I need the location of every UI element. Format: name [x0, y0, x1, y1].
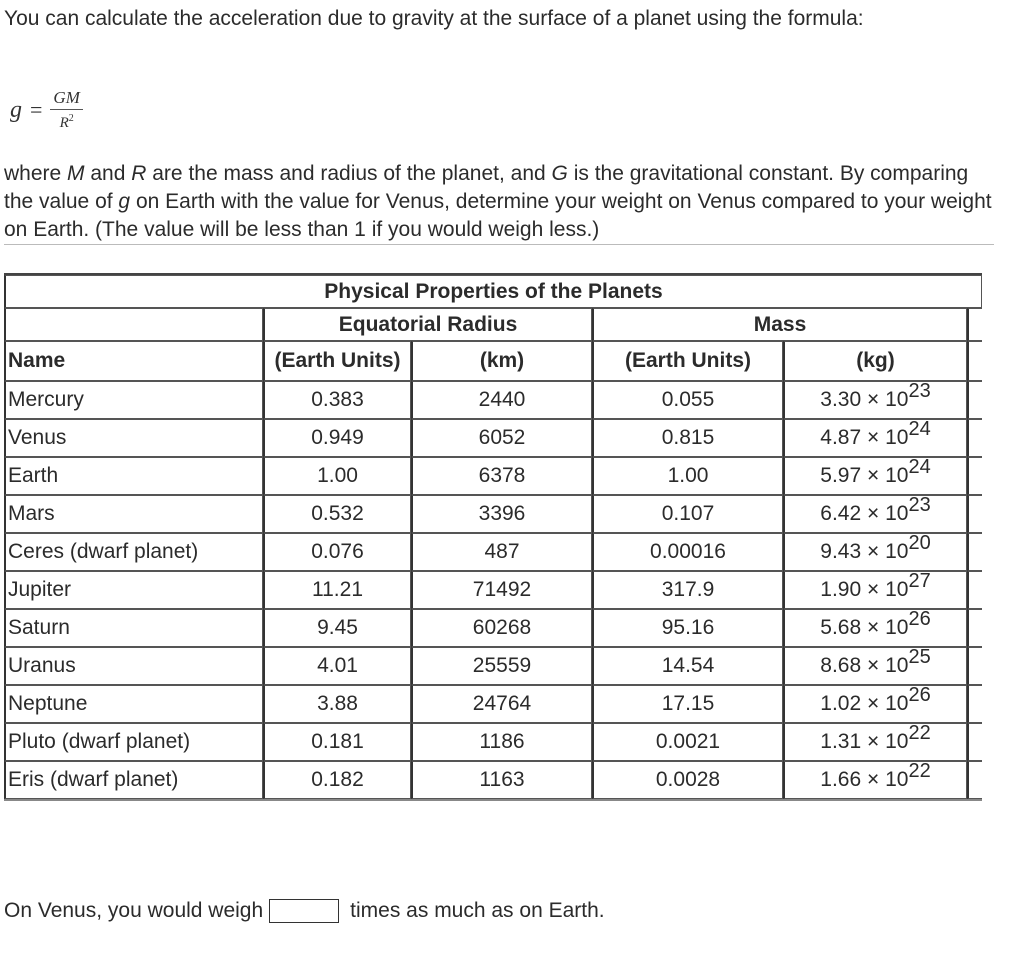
table-edge [967, 533, 982, 571]
planet-name: Earth [4, 457, 263, 495]
table-row [4, 761, 982, 799]
mass-kg-exponent: 26 [908, 608, 931, 630]
radius-km: 6378 [411, 457, 592, 495]
radius-earth-units: 0.383 [263, 381, 411, 419]
answer-line [4, 897, 605, 925]
mass-kg-times: × [867, 540, 880, 563]
mass-kg-base: 1.31 [820, 730, 862, 753]
desc-part: where [4, 162, 68, 185]
mass-earth-units: 0.0021 [592, 723, 783, 761]
table-edge [967, 419, 982, 457]
planet-name: Pluto (dwarf planet) [4, 723, 263, 761]
mass-kg-ten: 10 [885, 426, 909, 449]
mass-kg-base: 6.42 [820, 502, 862, 525]
mass-kg-value [820, 684, 931, 715]
radius-km: 1186 [411, 723, 592, 761]
mass-kg-exponent: 22 [908, 760, 931, 782]
header-radius-earth-units: (Earth Units) [263, 341, 411, 381]
mass-kg-base: 1.90 [820, 578, 862, 601]
header-mass-earth-units: (Earth Units) [592, 341, 783, 381]
mass-kg-value [820, 380, 931, 411]
formula-fraction [50, 88, 82, 132]
table-row [4, 533, 982, 571]
mass-kg-times: × [867, 768, 880, 791]
desc-part: and [84, 162, 132, 185]
mass-kg-exponent: 20 [908, 532, 931, 554]
mass-kg [783, 533, 967, 571]
mass-kg-ten: 10 [885, 730, 909, 753]
answer-prefix: On Venus, you would weigh [4, 899, 264, 922]
mass-kg-base: 1.66 [820, 768, 862, 791]
mass-kg-exponent: 24 [908, 418, 931, 440]
radius-km: 3396 [411, 495, 592, 533]
mass-earth-units: 0.815 [592, 419, 783, 457]
var-r: R [131, 162, 147, 185]
radius-earth-units: 0.076 [263, 533, 411, 571]
radius-earth-units: 0.532 [263, 495, 411, 533]
intro-text: You can calculate the acceleration due to gravity at the surface of a planet using the formula: [4, 7, 864, 30]
mass-kg-ten: 10 [885, 464, 909, 487]
mass-kg-times: × [867, 730, 880, 753]
mass-kg [783, 419, 967, 457]
mass-earth-units: 0.00016 [592, 533, 783, 571]
formula-denominator-base: R [59, 115, 69, 131]
table-edge [967, 308, 982, 341]
mass-kg-times: × [867, 464, 880, 487]
planet-name: Mars [4, 495, 263, 533]
table-title: Physical Properties of the Planets [4, 275, 982, 308]
mass-kg [783, 761, 967, 799]
mass-kg [783, 381, 967, 419]
planet-name: Neptune [4, 685, 263, 723]
mass-kg-ten: 10 [885, 578, 909, 601]
mass-kg-ten: 10 [885, 540, 909, 563]
radius-earth-units: 11.21 [263, 571, 411, 609]
formula-denominator [60, 110, 74, 132]
mass-kg-base: 4.87 [820, 426, 862, 449]
mass-kg-ten: 10 [885, 388, 909, 411]
radius-earth-units: 1.00 [263, 457, 411, 495]
mass-kg-base: 5.68 [820, 616, 862, 639]
mass-earth-units: 95.16 [592, 609, 783, 647]
mass-kg [783, 723, 967, 761]
group-mass: Mass [592, 308, 967, 341]
mass-kg [783, 571, 967, 609]
mass-kg-base: 5.97 [820, 464, 862, 487]
mass-kg-exponent: 23 [908, 494, 931, 516]
radius-km: 60268 [411, 609, 592, 647]
mass-kg-times: × [867, 426, 880, 449]
desc-part: on Earth with the value for Venus, determine your weight on Venus compared to your weight on Earth. (The value will be less than 1 if you would weigh less.) [4, 190, 992, 241]
radius-km: 71492 [411, 571, 592, 609]
mass-kg-ten: 10 [885, 692, 909, 715]
mass-kg-exponent: 23 [908, 380, 931, 402]
mass-kg-exponent: 24 [908, 456, 931, 478]
mass-kg-times: × [867, 578, 880, 601]
radius-km: 2440 [411, 381, 592, 419]
mass-earth-units: 0.107 [592, 495, 783, 533]
mass-kg [783, 457, 967, 495]
table-row [4, 419, 982, 457]
mass-kg-base: 9.43 [820, 540, 862, 563]
mass-kg-times: × [867, 616, 880, 639]
mass-kg-times: × [867, 502, 880, 525]
mass-kg-value [820, 570, 931, 601]
mass-kg-ten: 10 [885, 502, 909, 525]
mass-earth-units: 317.9 [592, 571, 783, 609]
table-edge [967, 685, 982, 723]
table-edge [967, 647, 982, 685]
mass-kg [783, 495, 967, 533]
mass-kg-ten: 10 [885, 616, 909, 639]
mass-kg-times: × [867, 654, 880, 677]
mass-kg-value [820, 456, 931, 487]
mass-earth-units: 0.0028 [592, 761, 783, 799]
table-edge [967, 723, 982, 761]
desc-part: are the mass and radius of the planet, and [146, 162, 552, 185]
planet-name: Venus [4, 419, 263, 457]
table-row [4, 609, 982, 647]
mass-kg-times: × [867, 692, 880, 715]
mass-kg-ten: 10 [885, 654, 909, 677]
table-row [4, 495, 982, 533]
table-title-row [4, 275, 982, 308]
planet-name: Ceres (dwarf planet) [4, 533, 263, 571]
header-radius-km: (km) [411, 341, 592, 381]
table-edge [967, 381, 982, 419]
answer-suffix: times as much as on Earth. [350, 899, 605, 922]
mass-kg-value [820, 722, 931, 753]
table-header-row [4, 341, 982, 381]
mass-kg-value [820, 532, 931, 563]
radius-km: 6052 [411, 419, 592, 457]
mass-earth-units: 1.00 [592, 457, 783, 495]
mass-kg-ten: 10 [885, 768, 909, 791]
description-text [4, 160, 994, 245]
mass-kg-exponent: 27 [908, 570, 931, 592]
table-row [4, 457, 982, 495]
planet-name: Uranus [4, 647, 263, 685]
mass-kg-exponent: 22 [908, 722, 931, 744]
planet-name: Eris (dwarf planet) [4, 761, 263, 799]
var-g: g [118, 190, 131, 213]
planet-name: Saturn [4, 609, 263, 647]
radius-km: 25559 [411, 647, 592, 685]
formula-numerator: GM [50, 88, 82, 110]
table-row [4, 381, 982, 419]
mass-kg-value [820, 760, 931, 791]
mass-kg-value [820, 494, 931, 525]
var-m: M [67, 162, 85, 185]
formula-equals: = [30, 97, 43, 122]
radius-km: 24764 [411, 685, 592, 723]
mass-kg-value [820, 608, 931, 639]
table-edge [967, 341, 982, 381]
table-edge [967, 609, 982, 647]
formula-denominator-exponent: 2 [68, 113, 74, 124]
group-blank [4, 308, 263, 341]
radius-earth-units: 0.182 [263, 761, 411, 799]
mass-kg-value [820, 646, 931, 677]
radius-earth-units: 0.949 [263, 419, 411, 457]
table-edge [967, 495, 982, 533]
table-row [4, 647, 982, 685]
radius-km: 487 [411, 533, 592, 571]
radius-earth-units: 4.01 [263, 647, 411, 685]
mass-kg-times: × [867, 388, 880, 411]
formula-lhs: g [10, 96, 22, 123]
radius-earth-units: 0.181 [263, 723, 411, 761]
table-row [4, 723, 982, 761]
table-row [4, 571, 982, 609]
answer-input[interactable] [269, 899, 339, 923]
header-name: Name [4, 341, 263, 381]
mass-kg-base: 1.02 [820, 692, 862, 715]
mass-kg [783, 685, 967, 723]
mass-kg-exponent: 25 [908, 646, 931, 668]
planet-name: Mercury [4, 381, 263, 419]
mass-kg-base: 3.30 [820, 388, 862, 411]
planet-rows [4, 381, 982, 799]
var-g-const: G [551, 162, 568, 185]
table-group-row [4, 308, 982, 341]
mass-kg-exponent: 26 [908, 684, 931, 706]
radius-km: 1163 [411, 761, 592, 799]
header-mass-kg: (kg) [783, 341, 967, 381]
mass-earth-units: 14.54 [592, 647, 783, 685]
planet-properties-table [4, 273, 982, 801]
table-edge [967, 761, 982, 799]
table-row [4, 685, 982, 723]
desc-part: is the gravitational constant. By comparing the value of [4, 162, 969, 213]
mass-kg-value [820, 418, 931, 449]
table-edge [967, 457, 982, 495]
mass-earth-units: 17.15 [592, 685, 783, 723]
group-equatorial-radius: Equatorial Radius [263, 308, 592, 341]
mass-kg [783, 609, 967, 647]
gravity-formula [10, 88, 83, 132]
mass-kg [783, 647, 967, 685]
mass-earth-units: 0.055 [592, 381, 783, 419]
radius-earth-units: 3.88 [263, 685, 411, 723]
radius-earth-units: 9.45 [263, 609, 411, 647]
planet-name: Jupiter [4, 571, 263, 609]
table-edge [967, 571, 982, 609]
mass-kg-base: 8.68 [820, 654, 862, 677]
